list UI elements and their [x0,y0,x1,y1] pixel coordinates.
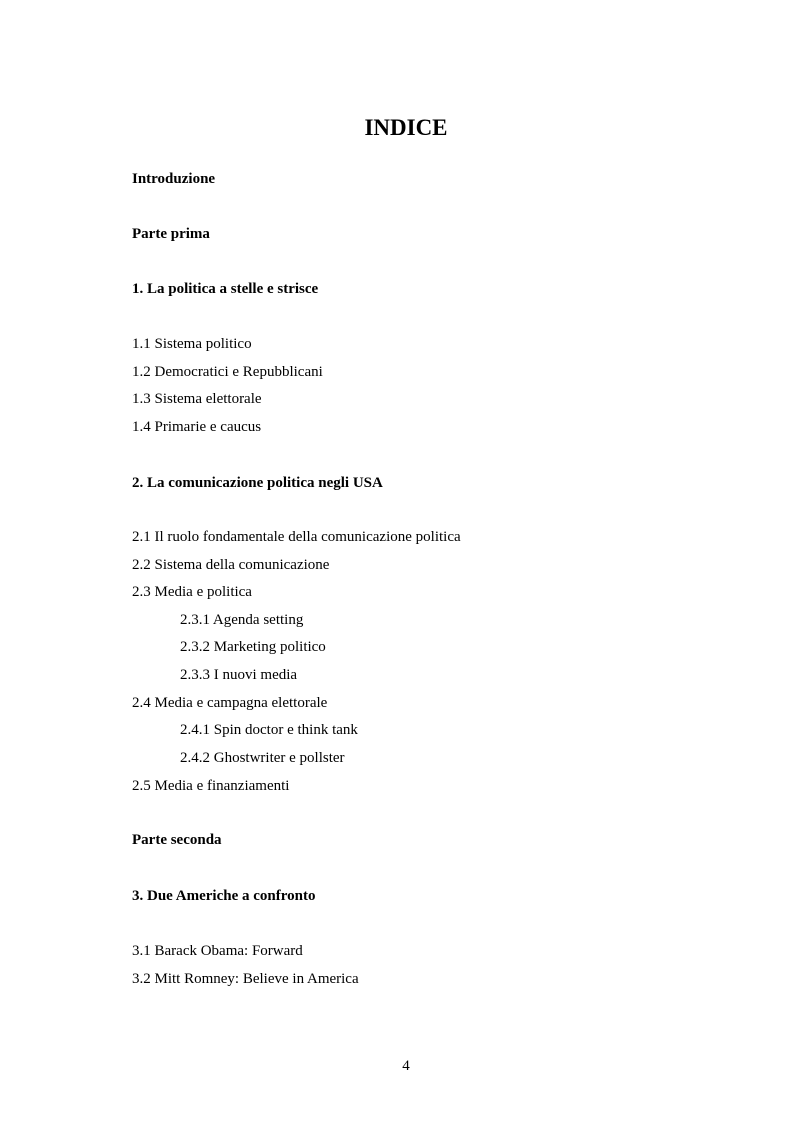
toc-part-heading: Parte seconda [132,832,222,848]
toc-entry: 2.3 Media e politica [132,584,252,600]
toc-subentry: 2.3.2 Marketing politico [180,639,326,655]
toc-entry: 3.2 Mitt Romney: Believe in America [132,971,359,987]
toc-entry: 1.3 Sistema elettorale [132,391,262,407]
page-number: 4 [402,1058,410,1074]
toc-chapter-heading: 2. La comunicazione politica negli USA [132,475,383,491]
page-title: INDICE [364,115,448,140]
toc-entry: 2.4 Media e campagna elettorale [132,695,328,711]
toc-subentry: 2.3.1 Agenda setting [180,612,304,628]
toc-entry: 2.5 Media e finanziamenti [132,778,290,794]
toc-part-heading: Parte prima [132,226,210,242]
toc-entry: 3.1 Barack Obama: Forward [132,943,303,959]
toc-chapter-heading: 1. La politica a stelle e strisce [132,281,319,297]
toc-entry: 2.2 Sistema della comunicazione [132,557,330,573]
toc-entry: 1.4 Primarie e caucus [132,419,262,435]
toc-subentry: 2.4.2 Ghostwriter e pollster [180,750,345,766]
toc-heading-introduzione: Introduzione [132,171,216,187]
toc-entry: 1.2 Democratici e Repubblicani [132,364,323,380]
toc-entry: 2.1 Il ruolo fondamentale della comunicazione politica [132,529,461,545]
toc-subentry: 2.3.3 I nuovi media [180,667,298,683]
toc-subentry: 2.4.1 Spin doctor e think tank [180,722,358,738]
toc-chapter-heading: 3. Due Americhe a confronto [132,888,316,904]
toc-entry: 1.1 Sistema politico [132,336,252,352]
